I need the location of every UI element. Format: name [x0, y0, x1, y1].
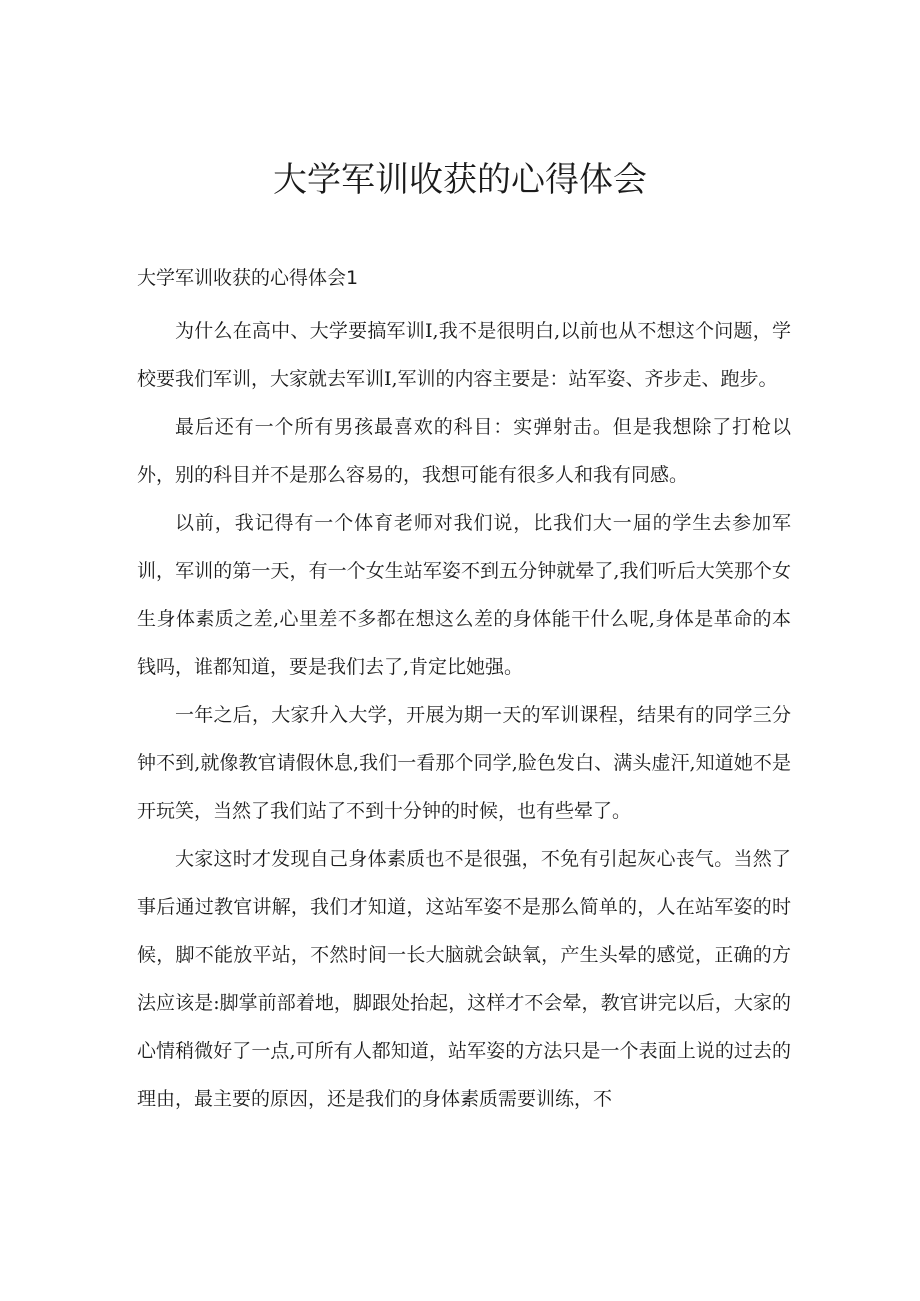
paragraph: 以前，我记得有一个体育老师对我们说，比我们大一届的学生去参加军训，军训的第一天，有一个女生站军姿不到五分钟就晕了,我们听后大笑那个女生身体素质之差,心里差不多都在想这么差的身体能干什么呢,身体是革命的本钱吗，谁都知道，要是我们去了,肯定比她强。 — [137, 512, 791, 678]
document-body — [137, 307, 791, 1123]
paragraph: 大家这时才发现自己身体素质也不是很强，不免有引起灰心丧气。当然了事后通过教官讲解，我们才知道，这站军姿不是那么简单的，人在站军姿的时候，脚不能放平站，不然时间一长大脑就会缺氧，产生头晕的感觉，正确的方法应该是:脚掌前部着地，脚跟处抬起，这样才不会晕，教官讲完以后，大家的心情稍微好了一点,可所有人都知道，站军姿的方法只是一个表面上说的过去的理由，最主要的原因，还是我们的身体素质需要训练，不 — [137, 848, 791, 1110]
paragraph: 一年之后，大家升入大学，开展为期一天的军训课程，结果有的同学三分钟不到,就像教官请假休息,我们一看那个同学,脸色发白、满头虚汗,知道她不是开玩笑，当然了我们站了不到十分钟的时候，也有些晕了。 — [137, 704, 791, 822]
section-heading: 大学军训收获的心得体会1 — [137, 267, 359, 289]
paragraph: 为什么在高中、大学要搞军训I,我不是很明白,以前也从不想这个问题，学校要我们军训，大家就去军训I,军训的内容主要是：站军姿、齐步走、跑步。 — [137, 320, 791, 390]
paragraph: 最后还有一个所有男孩最喜欢的科目：实弹射击。但是我想除了打枪以外，别的科目并不是那么容易的，我想可能有很多人和我有同感。 — [137, 416, 791, 486]
document-title: 大学军训收获的心得体会 — [273, 160, 647, 200]
